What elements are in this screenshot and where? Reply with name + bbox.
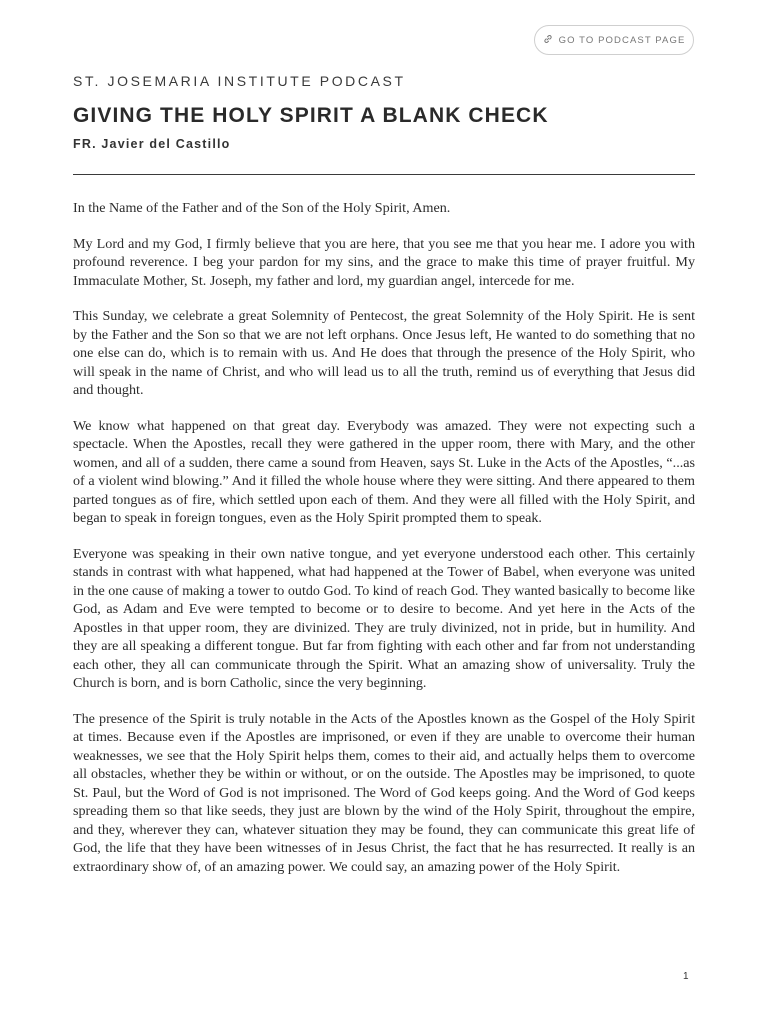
paragraph: In the Name of the Father and of the Son of the Holy Spirit, Amen. <box>73 200 451 216</box>
transcript-body <box>73 199 695 893</box>
paragraph: We know what happened on that great day. Everybody was amazed. They were not expecting such a spectacle. When the Apostles, recall they were gathered in the upper room, there with Mary, and the other women, and all of a sudden, there came a sound from Heaven, says St. Luke in the Acts of the Apostles, “...as of a violent wind blowing.” And it filled the whole house where they were sitting. And there appeared to them parted tongues as of fire, which settled upon each of them. And they were all filled with the Holy Spirit, and began to speak in foreign tongues, even as the Holy Spirit prompted them to speak. <box>73 417 695 526</box>
series-name: ST. JOSEMARIA INSTITUTE PODCAST <box>73 73 406 89</box>
go-to-podcast-page-button[interactable] <box>534 25 694 55</box>
paragraph: Everyone was speaking in their own native tongue, and yet everyone understood each other. This certainly stands in contrast with what happened, what had happened at the Tower of Babel, when everyone was united in the one cause of making a tower to outdo God. To kind of reach God. They wanted basically to become like God, as Adam and Eve were tempted to become or to desire to become. And yet here in the Acts of the Apostles in that upper room, they are divinized. They are truly divinized, not in pride, but in humility. And they are all speaking a different tongue. But far from fighting with each other and far from not understanding each other, they all can communicate through the Spirit. What an amazing show of universality. Truly the Church is born, and is born Catholic, since the very beginning. <box>73 545 695 691</box>
paragraph: The presence of the Spirit is truly notable in the Acts of the Apostles known as the Gospel of the Holy Spirit at times. Because even if the Apostles are imprisoned, or even if they are unable to overcome their human weaknesses, we see that the Holy Spirit helps them, comes to their aid, and actually helps them to overcome all obstacles, whether they be within or without, or on the outside. The Apostles may be imprisoned, to quote St. Paul, but the Word of God is not imprisoned. The Word of God keeps going. And the Word of God keeps spreading them so that like seeds, they just are blown by the wind of the Holy Spirit, throughout the empire, and they, wherever they can, whatever situation they may be found, they can communicate this great life of God, the life that they have been witnesses of in Jesus Christ, the fact that he has resurrected. It really is an extraordinary show of, of an amazing power. We could say, an amazing power of the Holy Spirit. <box>73 710 695 875</box>
link-icon <box>543 34 553 47</box>
page-title: GIVING THE HOLY SPIRIT A BLANK CHECK <box>73 104 549 127</box>
go-to-podcast-page-label: GO TO PODCAST PAGE <box>558 34 686 46</box>
header-divider <box>73 174 695 175</box>
speaker-name: FR. Javier del Castillo <box>73 137 231 151</box>
paragraph: My Lord and my God, I firmly believe that you are here, that you see me that you hear me. I adore you with profound reverence. I beg your pardon for my sins, and the grace to make this time of prayer fruitful. My Immaculate Mother, St. Joseph, my father and lord, my guardian angel, intercede for me. <box>73 235 695 289</box>
paragraph: This Sunday, we celebrate a great Solemnity of Pentecost, the great Solemnity of the Holy Spirit. He is sent by the Father and the Son so that we are not left orphans. Once Jesus left, He wanted to do something that no one else can do, which is to remain with us. And He does that through the presence of the Holy Spirit, who will speak in the name of Christ, and who will lead us to all the truth, remind us of everything that Jesus did and thought. <box>73 308 695 398</box>
page-number: 1 <box>683 971 689 982</box>
